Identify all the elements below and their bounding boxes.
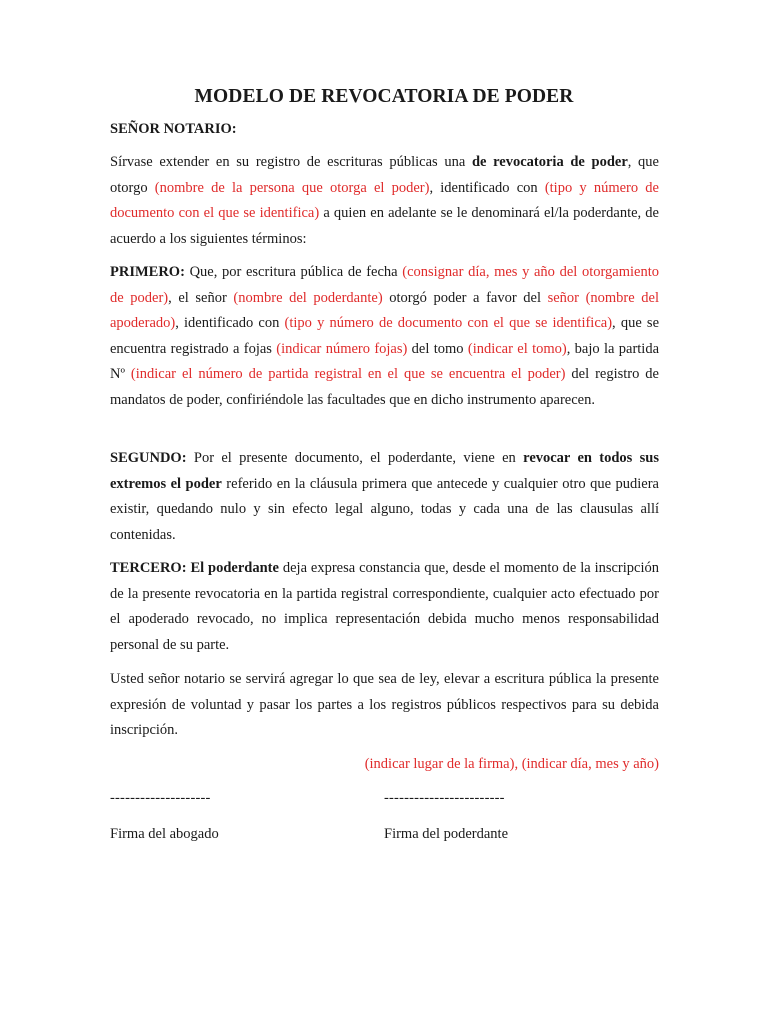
- text: , bajo la partida Nº: [110, 340, 660, 382]
- placeholder-text: (consignar día, mes y año del otorgamiento de poder): [110, 264, 659, 306]
- placeholder-text: (tipo y número de documento con el que se identifica): [110, 179, 659, 221]
- clause-label: PRIMERO:: [110, 264, 185, 280]
- signature-line-right: ------------------------: [384, 790, 505, 806]
- placeholder-text: (tipo y número de documento con el que se identifica): [284, 315, 613, 331]
- addressee: SEÑOR NOTARIO:: [110, 121, 237, 137]
- clause-segundo: [110, 446, 659, 548]
- text: , identificado con: [175, 315, 285, 331]
- text: Por el presente documento, el poderdante, viene en: [186, 450, 524, 466]
- text: deja expresa constancia que, desde el momento de la inscripción de la presente revocatoria en la partida registral correspondiente, cualquier acto efectuado por el apoderado revocado, no implica representación debida mucho menos responsabilidad personal de su parte.: [110, 560, 660, 653]
- placeholder-text: (nombre de la persona que otorga el poder): [154, 179, 430, 196]
- signature-label-lawyer: Firma del abogado: [110, 826, 219, 842]
- text: , identificado con: [429, 179, 545, 196]
- bold-text: de revocatoria de poder: [471, 154, 628, 170]
- text: otorgó poder a favor del: [382, 289, 548, 306]
- text: referido en la cláusula primera que antecede y cualquier otro que pudiera existir, quedando nulo y sin efecto legal alguno, todas y cada una de las clausulas allí contenidas.: [110, 475, 659, 543]
- text: Sírvase extender en su registro de escrituras públicas una: [110, 154, 472, 170]
- signature-line-left: --------------------: [110, 790, 211, 806]
- bold-text: revocar en todos sus extremos el poder: [110, 450, 660, 492]
- signature-label-grantor: Firma del poderdante: [384, 826, 509, 842]
- clause-tercero: [110, 556, 659, 658]
- text: Que, por escritura pública de fecha: [184, 264, 403, 280]
- paragraph-intro: [110, 150, 659, 252]
- placeholder-text: (indicar número fojas): [276, 340, 408, 357]
- paragraph-closing: [110, 667, 659, 744]
- clause-label: TERCERO:: [110, 560, 187, 576]
- text: Usted señor notario se servirá agregar lo que sea de ley, elevar a escritura pública la presente expresión de voluntad y pasar los partes a los registros públicos respectivos para su debida inscripción.: [110, 671, 659, 738]
- placeholder-text: (indicar el número de partida registral en el que se encuentra el poder): [130, 366, 566, 382]
- clause-primero: [110, 260, 659, 413]
- placeholder-text: señor (nombre del apoderado): [110, 289, 660, 331]
- text: , que se encuentra registrado a fojas: [110, 315, 660, 357]
- placeholder-text: (indicar el tomo): [467, 340, 567, 357]
- text: a quien en adelante se le denominará el/la poderdante, de acuerdo a los siguientes términos:: [110, 205, 659, 247]
- text: del tomo: [407, 340, 468, 357]
- text: , el señor: [168, 289, 234, 306]
- placeholder-text: (nombre del poderdante): [233, 289, 383, 306]
- clause-label: SEGUNDO:: [110, 450, 187, 466]
- place-date-placeholder: (indicar lugar de la firma), (indicar día, mes y año): [364, 756, 659, 772]
- bold-text: El poderdante: [190, 560, 279, 576]
- text: del registro de mandatos de poder, confiriéndole las facultades que en dicho instrumento aparecen.: [110, 366, 659, 408]
- document-title: MODELO DE REVOCATORIA DE PODER: [194, 86, 574, 107]
- text: , que otorgo: [110, 154, 659, 196]
